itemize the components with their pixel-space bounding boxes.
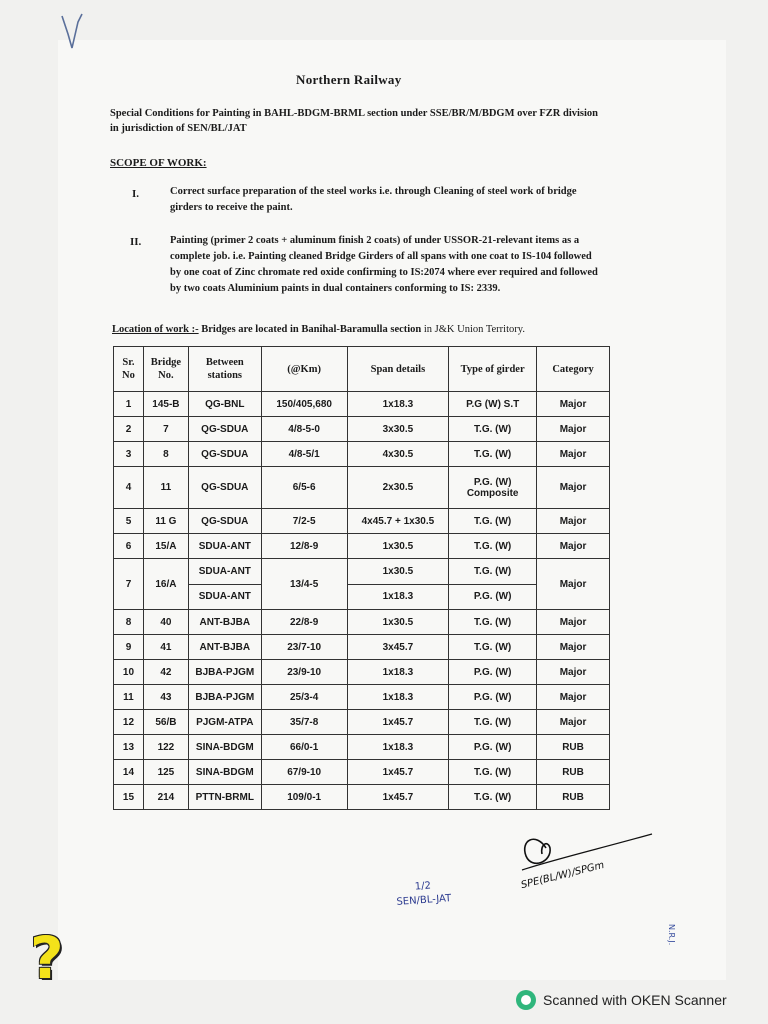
cell-category: Major: [537, 635, 610, 660]
cell-girder: P.G. (W) Composite: [449, 467, 537, 509]
cell-stations: PTTN-BRML: [188, 785, 261, 810]
header-span-details: Span details: [347, 347, 449, 392]
cell-girder: T.G. (W): [449, 760, 537, 785]
bridge-table: [113, 346, 610, 810]
cell-sr: 5: [114, 509, 144, 534]
cell-girder: T.G. (W): [449, 610, 537, 635]
location-label: Location of work :-: [112, 324, 199, 335]
cell-bridge: 42: [143, 660, 188, 685]
cell-sr: 10: [114, 660, 144, 685]
cell-span: 1x30.5: [347, 610, 449, 635]
cell-span-part: 1x30.5: [382, 565, 414, 577]
cell-stations-part: SDUA-ANT: [189, 584, 261, 610]
cell-stations: QG-SDUA: [188, 417, 261, 442]
cell-category: Major: [537, 685, 610, 710]
cell-km: 13/4-5: [261, 559, 347, 610]
scanner-watermark: [516, 990, 727, 1010]
cell-bridge: 11 G: [143, 509, 188, 534]
location-bold: Bridges are located in Banihal-Baramulla section: [201, 324, 422, 335]
cell-km: 12/8-9: [261, 534, 347, 559]
cell-km: 6/5-6: [261, 467, 347, 509]
cell-span: 1x45.7: [347, 710, 449, 735]
cell-km: 25/3-4: [261, 685, 347, 710]
scope-title: SCOPE OF WORK:: [110, 157, 207, 169]
cell-sr: 2: [114, 417, 144, 442]
question-mark-icon: ?: [30, 924, 64, 992]
cell-span: 1x45.7: [347, 785, 449, 810]
stamp-text: SEN/BL-JAT: [396, 893, 452, 908]
table-row: [114, 559, 610, 610]
cell-girder: P.G. (W): [449, 685, 537, 710]
cell-bridge: 15/A: [143, 534, 188, 559]
cell-girder-part: T.G. (W): [474, 565, 512, 577]
scope-item-number: II.: [130, 236, 142, 248]
cell-bridge: 122: [143, 735, 188, 760]
table-row: [114, 417, 610, 442]
cell-girder: T.G. (W): [449, 509, 537, 534]
cell-sr: 9: [114, 635, 144, 660]
cell-span: 2x30.5: [347, 467, 449, 509]
cell-category: Major: [537, 509, 610, 534]
cell-sr: 1: [114, 392, 144, 417]
cell-bridge: 56/B: [143, 710, 188, 735]
cell-span: 1x18.3: [347, 660, 449, 685]
cell-km: 67/9-10: [261, 760, 347, 785]
cell-km: 4/8-5/1: [261, 442, 347, 467]
cell-stations: PJGM-ATPA: [188, 710, 261, 735]
cell-stations: QG-BNL: [188, 392, 261, 417]
table-row: [114, 710, 610, 735]
cell-sr: 8: [114, 610, 144, 635]
cell-sr: 15: [114, 785, 144, 810]
cell-sr: 11: [114, 685, 144, 710]
table-row: [114, 442, 610, 467]
cell-girder-part: P.G. (W): [449, 584, 536, 610]
cell-category: Major: [537, 417, 610, 442]
cell-span: 4x30.5: [347, 442, 449, 467]
cell-km: 23/9-10: [261, 660, 347, 685]
cell-sr: 13: [114, 735, 144, 760]
cell-category: RUB: [537, 735, 610, 760]
cell-km: 23/7-10: [261, 635, 347, 660]
cell-km: 7/2-5: [261, 509, 347, 534]
cell-span: [347, 559, 449, 610]
cell-span: 4x45.7 + 1x30.5: [347, 509, 449, 534]
cell-category: Major: [537, 710, 610, 735]
pen-tick-mark: [60, 12, 84, 52]
cell-sr: 3: [114, 442, 144, 467]
cell-km: 22/8-9: [261, 610, 347, 635]
cell-km: 66/0-1: [261, 735, 347, 760]
cell-category: Major: [537, 392, 610, 417]
cell-bridge: 214: [143, 785, 188, 810]
table-row: [114, 509, 610, 534]
cell-girder: T.G. (W): [449, 635, 537, 660]
scope-item-text: Painting (primer 2 coats + aluminum finish 2 coats) of under USSOR-21-relevant items as a complete job. i.e. Painting cleaned Bridge Girders of all spans with one coat to IS-104 followed by one coat of Zinc chromate red oxide confirming to IS:2074 where ever required and followed by two coats Aluminium paints in dual containers conforming to IS: 2339.: [170, 235, 598, 294]
cell-category: RUB: [537, 785, 610, 810]
cell-stations: BJBA-PJGM: [188, 660, 261, 685]
cell-category: Major: [537, 467, 610, 509]
cell-sr: 4: [114, 467, 144, 509]
cell-stations: QG-SDUA: [188, 467, 261, 509]
cell-km: 109/0-1: [261, 785, 347, 810]
header-type-of-girder: Type of girder: [449, 347, 537, 392]
cell-stations: SDUA-ANT: [188, 534, 261, 559]
cell-girder: T.G. (W): [449, 442, 537, 467]
cell-category: Major: [537, 559, 610, 610]
scope-item-number: I.: [132, 188, 140, 200]
cell-span: 1x18.3: [347, 685, 449, 710]
cell-span: 1x18.3: [347, 735, 449, 760]
header-bridge-no: Bridge No.: [143, 347, 188, 392]
cell-bridge: 145-B: [143, 392, 188, 417]
cell-km: 35/7-8: [261, 710, 347, 735]
document-heading: Northern Railway: [296, 72, 402, 87]
cell-span: 3x45.7: [347, 635, 449, 660]
cell-span-part: 1x18.3: [348, 584, 449, 610]
cell-stations-part: SDUA-ANT: [198, 565, 251, 577]
table-row: [114, 785, 610, 810]
cell-girder: P.G. (W): [449, 735, 537, 760]
table-row: [114, 534, 610, 559]
table-row: [114, 760, 610, 785]
cell-bridge: 40: [143, 610, 188, 635]
cell-girder: [449, 559, 537, 610]
cell-sr: 12: [114, 710, 144, 735]
cell-stations: BJBA-PJGM: [188, 685, 261, 710]
cell-stations: ANT-BJBA: [188, 610, 261, 635]
cell-stations: QG-SDUA: [188, 509, 261, 534]
cell-category: RUB: [537, 760, 610, 785]
cell-sr: 6: [114, 534, 144, 559]
cell-girder: P.G. (W): [449, 660, 537, 685]
table-header-row: [114, 347, 610, 392]
cell-span: 1x30.5: [347, 534, 449, 559]
table-row: [114, 735, 610, 760]
cell-bridge: 43: [143, 685, 188, 710]
header-category: Category: [537, 347, 610, 392]
stamp-fraction: 1/2: [414, 880, 432, 893]
cell-stations: [188, 559, 261, 610]
table-row: [114, 660, 610, 685]
table-body: [114, 392, 610, 810]
header-between-stations: Between stations: [188, 347, 261, 392]
cell-girder: P.G (W) S.T: [449, 392, 537, 417]
table-row: [114, 610, 610, 635]
cell-span: 3x30.5: [347, 417, 449, 442]
cell-bridge: 11: [143, 467, 188, 509]
header-km: (@Km): [261, 347, 347, 392]
table-row: [114, 392, 610, 417]
cell-girder: T.G. (W): [449, 785, 537, 810]
scanner-text: Scanned with OKEN Scanner: [543, 992, 727, 1008]
cell-girder: T.G. (W): [449, 417, 537, 442]
side-margin-mark: N.R.J.: [667, 924, 676, 946]
location-of-work: [112, 322, 612, 337]
cell-km: 150/405,680: [261, 392, 347, 417]
table-row: [114, 635, 610, 660]
cell-category: Major: [537, 660, 610, 685]
cell-bridge: 7: [143, 417, 188, 442]
cell-span: 1x45.7: [347, 760, 449, 785]
cell-girder: T.G. (W): [449, 710, 537, 735]
cell-stations: SINA-BDGM: [188, 760, 261, 785]
cell-km: 4/8-5-0: [261, 417, 347, 442]
cell-sr: 7: [114, 559, 144, 610]
cell-stations: ANT-BJBA: [188, 635, 261, 660]
cell-category: Major: [537, 534, 610, 559]
section-stamp: [395, 878, 452, 910]
cell-bridge: 8: [143, 442, 188, 467]
signature-text: SPE(BL/W)/SPGm: [519, 859, 606, 892]
header-sr-no: Sr. No: [114, 347, 144, 392]
scanner-logo-icon: [516, 990, 536, 1010]
cell-stations: QG-SDUA: [188, 442, 261, 467]
table-row: [114, 467, 610, 509]
cell-bridge: 125: [143, 760, 188, 785]
scope-item-text: Correct surface preparation of the steel works i.e. through Cleaning of steel work of bridge girders to receive the paint.: [170, 186, 577, 213]
cell-girder: T.G. (W): [449, 534, 537, 559]
table-row: [114, 685, 610, 710]
cell-stations: SINA-BDGM: [188, 735, 261, 760]
location-rest: in J&K Union Territory.: [421, 324, 525, 335]
cell-category: Major: [537, 442, 610, 467]
cell-sr: 14: [114, 760, 144, 785]
cell-span: 1x18.3: [347, 392, 449, 417]
document-intro: Special Conditions for Painting in BAHL-BDGM-BRML section under SSE/BR/M/BDGM over FZR division in jurisdiction of SEN/BL/JAT: [110, 108, 599, 134]
cell-bridge: 41: [143, 635, 188, 660]
cell-category: Major: [537, 610, 610, 635]
cell-bridge: 16/A: [143, 559, 188, 610]
